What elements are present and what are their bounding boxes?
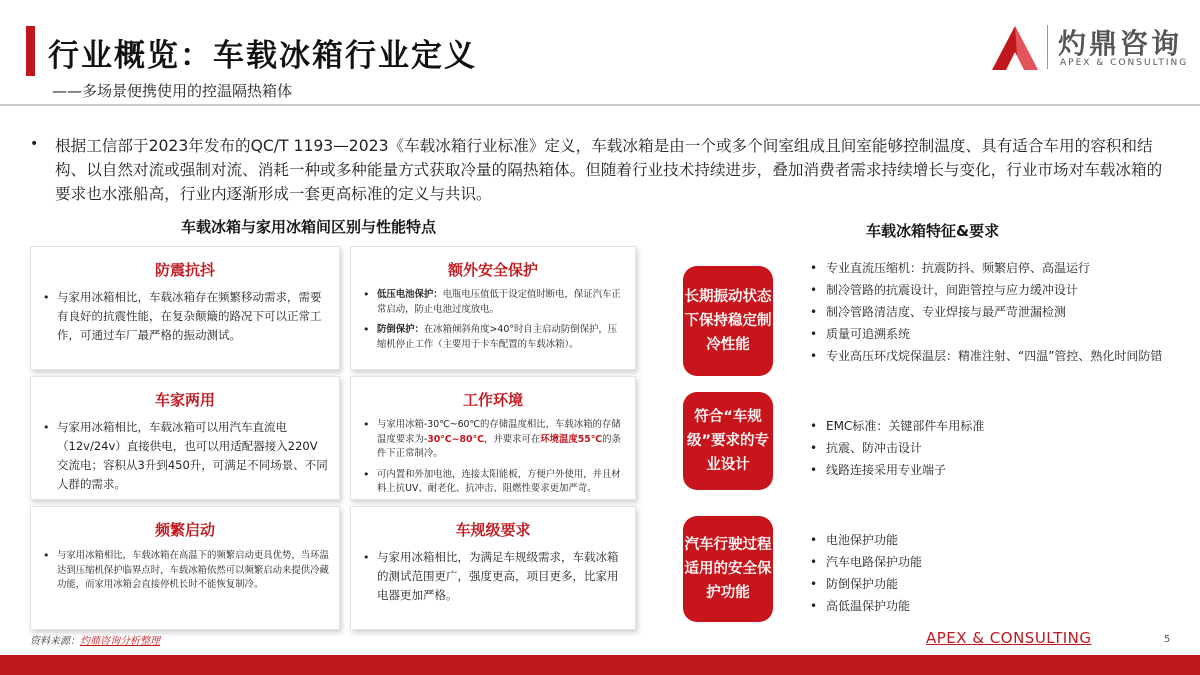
card-automotive-grade (350, 506, 636, 630)
item-text: 与家用冰箱-30℃~60℃的存储温度相比，车载冰箱的存储温度要求为- (377, 419, 621, 445)
card-title: 车家两用 (154, 391, 215, 409)
card-list (43, 549, 329, 593)
source-link[interactable]: 灼鼎咨询分析整理 (80, 636, 160, 647)
card-list (363, 548, 625, 605)
intro-paragraph: 根据工信部于2023年发布的QC/T 1193—2023《车载冰箱行业标准》定义，车载冰箱是由一个或多个间室组成且间室能够控制温度、具有适合车用的容积和结构、以自然对流或强制对流、消耗一种或多种能量方式获取冷量的隔热箱体。但随着行业技术持续进步，叠加消费者需求持续增长与变化，行业市场对车载冰箱的要求也水涨船高，行业内逐渐形成一套更高标准的定义与共识。 (55, 137, 1163, 203)
page-number: 5 (1164, 634, 1171, 645)
list-item: • 专业高压环戊烷保温层：精准注射、“四温”管控、熟化时间防错 (810, 345, 1170, 367)
left-section-title: 车载冰箱与家用冰箱间区别与性能特点 (181, 218, 437, 236)
card-title: 车规级要求 (455, 521, 531, 539)
source-note (30, 632, 160, 647)
page-title: 行业概览：车载冰箱行业定义 (48, 38, 477, 74)
req-group-label: 长期振动状态下保持稳定制冷性能 (683, 266, 773, 376)
list-item: • 与家用冰箱相比，车载冰箱存在频繁移动需求，需要有良好的抗震性能，在复杂颠簸的路况下可以正常工作，可通过车厂最严格的振动测试。 (43, 288, 329, 345)
list-item: • 电池保护功能 (810, 529, 1170, 551)
req-group-label: 符合“车规级”要求的专业设计 (683, 392, 773, 490)
intro-bullet: • (30, 136, 39, 152)
item-text: ，并要求可在 (483, 433, 541, 445)
card-title: 工作环境 (462, 391, 523, 409)
list-item (363, 288, 625, 317)
card-title: 频繁启动 (154, 521, 215, 539)
list-item: • 汽车电路保护功能 (810, 551, 1170, 573)
list-item: • 质量可追溯系统 (810, 323, 1170, 345)
title-accent-bar (26, 26, 35, 76)
company-logo (990, 20, 1189, 76)
card-list (363, 288, 625, 352)
footer-bar (0, 655, 1200, 675)
list-item: • 制冷管路的抗震设计，间距管控与应力缓冲设计 (810, 279, 1170, 301)
logo-divider (1047, 25, 1048, 69)
list-item: • 与家用冰箱相比，为满足车规级需求，车载冰箱的测试范围更广，强度更高，项目更多，比家用电器更加严格。 (363, 548, 625, 605)
card-list (43, 288, 329, 345)
source-label: 资料来源： (30, 636, 80, 647)
card-extra-protection (350, 246, 636, 370)
req-list-safety (810, 529, 1170, 617)
req-list-automotive (810, 415, 1170, 481)
card-title: 防震抗抖 (154, 261, 215, 279)
header-divider (0, 104, 1200, 106)
list-item: • EMC标准：关键部件车用标准 (810, 415, 1170, 437)
logo-name: 灼鼎咨询 (1058, 27, 1183, 60)
card-list (363, 418, 625, 497)
list-item: • 专业直流压缩机：抗震防抖、频繁启停、高温运行 (810, 257, 1170, 279)
highlight-ambient-temp: 环境温度55℃ (540, 433, 603, 445)
list-item: • 制冷管路清洁度、专业焊接与最严苛泄漏检测 (810, 301, 1170, 323)
list-item: • 抗震、防冲击设计 (810, 437, 1170, 459)
item-text: 在冰箱倾斜角度>40°时自主启动防倒保护，压缩机停止工作（主要用于卡车配置的车载冰箱）。 (377, 324, 618, 350)
logo-triangle-icon (990, 24, 1040, 72)
highlight-temp-range: 30℃~80℃ (427, 433, 484, 445)
item-text: 电瓶电压值低于设定值时断电，保证汽车正常启动，防止电池过度放电。 (377, 289, 621, 315)
card-shock-resistance (30, 246, 340, 370)
list-item: • 可内置和外加电池，连接太阳能板，方便户外使用，并且材料上抗UV、耐老化、抗冲击、阻燃性要求更加严苛。 (363, 468, 625, 497)
list-item: • 防倒保护功能 (810, 573, 1170, 595)
card-frequent-start (30, 506, 340, 630)
req-list-vibration (810, 257, 1170, 367)
item-text: 的条件下正常制冷。 (377, 433, 621, 459)
card-title: 额外安全保护 (447, 261, 538, 279)
item-label: 防倒保护： (377, 324, 424, 335)
card-list (43, 418, 329, 494)
right-section-title: 车载冰箱特征&要求 (866, 222, 1000, 240)
card-dual-use (30, 376, 340, 500)
logo-english-name: APEX & CONSULTING (1060, 58, 1189, 68)
req-group-label: 汽车行驶过程适用的安全保护功能 (683, 516, 773, 622)
list-item: • 高低温保护功能 (810, 595, 1170, 617)
list-item (363, 418, 625, 462)
card-working-environment (350, 376, 636, 500)
item-label: 低压电池保护： (377, 289, 443, 300)
footer-brand[interactable]: APEX & CONSULTING (926, 629, 1092, 647)
list-item (363, 323, 625, 352)
list-item: • 与家用冰箱相比，车载冰箱在高温下的频繁启动更具优势，当环温达到压缩机保护临界点时，车载冰箱依然可以频繁启动来提供冷藏功能，而家用冰箱会直接停机长时不能恢复制冷。 (43, 549, 329, 593)
page-subtitle: ——多场景便携使用的控温隔热箱体 (52, 82, 293, 100)
list-item: • 与家用冰箱相比，车载冰箱可以用汽车直流电（12v/24v）直接供电，也可以用适配器接入220V交流电；容积从3升到450升，可满足不同场景、不同人群的需求。 (43, 418, 329, 494)
list-item: • 线路连接采用专业端子 (810, 459, 1170, 481)
